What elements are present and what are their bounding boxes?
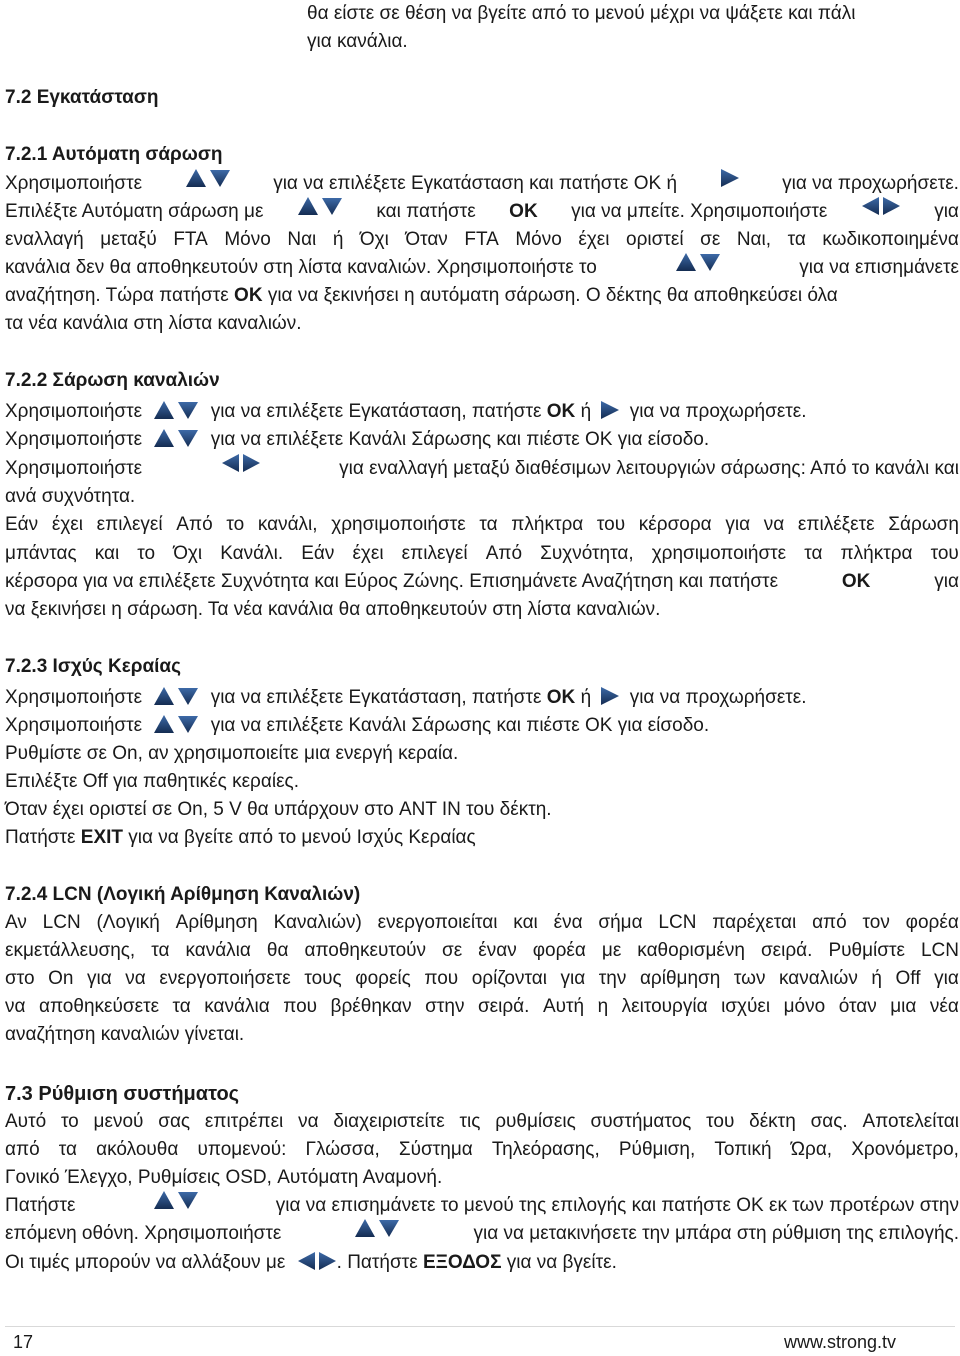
word: τους [304, 968, 342, 989]
paragraph-line [5, 511, 959, 539]
section-heading-7-2: 7.2 Εγκατάσταση [5, 87, 159, 108]
word: δέκτη [749, 1111, 796, 1132]
word: και [94, 543, 120, 564]
word: κανάλια [185, 940, 251, 961]
paragraph-line [5, 1136, 959, 1164]
word: ενεργοποιείται [377, 912, 498, 933]
paragraph-line [5, 540, 959, 568]
word: την [598, 968, 627, 989]
word: για [934, 968, 959, 989]
word: Χρονόμετρο, [851, 1139, 959, 1160]
word: διαχειριστείτε [333, 1111, 445, 1132]
word: μενού [93, 1111, 144, 1132]
left-right-arrows-icon [297, 1251, 337, 1271]
word: το [226, 514, 245, 535]
word: να [298, 1111, 319, 1132]
word: τα [151, 940, 170, 961]
word: τα [58, 1139, 78, 1160]
right-arrow-icon [600, 400, 620, 420]
word: Αποτελείται [862, 1111, 959, 1132]
word: σε [700, 229, 721, 250]
up-down-arrows-icon [153, 686, 199, 706]
word: που [424, 968, 459, 989]
word: ρυθμίσεις [495, 1111, 576, 1132]
word: και [513, 912, 538, 933]
word: σειρά. [760, 940, 813, 961]
word: Όχι [359, 229, 389, 250]
word: λειτουργία [621, 996, 708, 1017]
section-heading-7-2-2: 7.2.2 Σάρωση καναλιών [5, 370, 220, 391]
word: του [930, 543, 959, 564]
word: On [48, 968, 74, 989]
word: το [60, 1111, 79, 1132]
word: όταν [838, 996, 877, 1017]
up-down-arrows-icon [153, 400, 199, 420]
up-down-arrows-icon [153, 1190, 199, 1218]
word: LCN [42, 912, 81, 933]
section-heading-7-2-3: 7.2.3 Ισχύς Κεραίας [5, 656, 181, 677]
word: Ρύθμιση, [618, 1139, 696, 1160]
word: βρέθηκαν [330, 996, 412, 1017]
paragraph-line: για κανάλια. [307, 31, 408, 52]
paragraph-line: επόμενη οθόνη. Χρησιμοποιήστε για να μετακινήσετε την μπάρα στη ρύθμιση της επιλογής. [5, 1220, 959, 1248]
word: σειρά. [477, 996, 530, 1017]
word: υπομενού: [197, 1139, 287, 1160]
paragraph-line: Χρησιμοποιήστε για να επιλέξετε Εγκατάσταση, πατήστε OK ή για να προχωρήσετε. [5, 687, 807, 708]
word: σας [158, 1111, 191, 1132]
word: αρίθμηση [639, 968, 721, 989]
word: σας. [810, 1111, 848, 1132]
word: για [87, 968, 112, 989]
word: έχει [352, 543, 384, 564]
word: Ρυθμίστε [828, 940, 905, 961]
up-down-arrows-icon [354, 1218, 400, 1246]
word: ισχύει [721, 996, 771, 1017]
paragraph-line: κέρσορα για να επιλέξετε Συχνότητα και Εύρος Ζώνης. Επισημάνετε Αναζήτηση και πατήστε OK για [5, 571, 959, 592]
word: έχει [51, 514, 83, 535]
word: κέρσορα [638, 514, 712, 535]
word: τα [787, 229, 806, 250]
word: τα [172, 996, 191, 1017]
word: (Λογική [96, 912, 160, 933]
word: να [763, 514, 785, 535]
word: στο [5, 968, 35, 989]
word: FTA [173, 229, 208, 250]
paragraph-line: Χρησιμοποιήστε για εναλλαγή μεταξύ διαθέσιμων λειτουργιών σάρωσης: Από το κανάλι και [5, 455, 959, 483]
paragraph-line: Χρησιμοποιήστε για να επιλέξετε Κανάλι Σάρωσης και πιέστε OK για είσοδο. [5, 429, 710, 450]
word: καναλιών [779, 968, 858, 989]
word: Αυτό [5, 1111, 47, 1132]
word: κανάλι, [257, 514, 318, 535]
word: μεταξύ [100, 229, 157, 250]
word: ορίζονται [471, 968, 547, 989]
word: LCN [920, 940, 959, 961]
word: σε [442, 940, 463, 961]
word: Γλώσσα, [305, 1139, 380, 1160]
word: θα [266, 940, 289, 961]
word: συστήματος [590, 1111, 692, 1132]
word: Ναι, [736, 229, 772, 250]
word: από [5, 1139, 40, 1160]
paragraph-line: αναζήτηση. Τώρα πατήστε OK για να ξεκινήσει η αυτόματη σάρωση. Ο δέκτης θα αποθηκεύσει όλα [5, 285, 838, 306]
paragraph-line: κανάλια δεν θα αποθηκευτούν στη λίστα καναλιών. Χρησιμοποιήστε το για να επισημάνετε [5, 254, 959, 282]
paragraph-line: Όταν έχει οριστεί σε On, 5 V θα υπάρχουν στο ANT IN του δέκτη. [5, 799, 552, 820]
word: ή [332, 229, 344, 250]
word: κωδικοποιημένα [822, 229, 959, 250]
word: αποθηκευτούν [304, 940, 427, 961]
paragraph-line: Χρησιμοποιήστε για να επιλέξετε Εγκατάσταση, πατήστε OK ή για να προχωρήσετε. [5, 401, 807, 422]
word: εκμετάλλευσης, [5, 940, 136, 961]
word: Από [176, 514, 213, 535]
word: παρέχεται [712, 912, 797, 933]
word: ενεργοποιήσετε [159, 968, 291, 989]
word: για [725, 514, 751, 535]
word: ή [871, 968, 882, 989]
word: να [5, 996, 26, 1017]
paragraph-line [5, 993, 959, 1021]
word: που [283, 996, 318, 1017]
word: νέα [929, 996, 959, 1017]
paragraph-line: Χρησιμοποιήστε για να επιλέξετε Εγκατάσταση και πατήστε ΟΚ ή για να προχωρήσετε. [5, 170, 959, 198]
word: Αρίθμηση [175, 912, 258, 933]
word: αποθηκεύσετε [38, 996, 160, 1017]
paragraph-line: ανά συχνότητα. [5, 486, 136, 507]
section-heading-7-2-4: 7.2.4 LCN (Λογική Αρίθμηση Καναλιών) [5, 884, 361, 905]
word: πλήκτρα [840, 543, 913, 564]
word: FTA [464, 229, 499, 250]
word: μια [890, 996, 917, 1017]
word: από [812, 912, 847, 933]
paragraph-line: αναζήτηση καναλιών γίνεται. [5, 1024, 245, 1045]
word: Σάρωση [888, 514, 959, 535]
up-down-arrows-icon [297, 196, 343, 224]
word: να [125, 968, 146, 989]
word: LCN [658, 912, 697, 933]
word: Ναι [287, 229, 317, 250]
word: με [601, 940, 622, 961]
word: Από [485, 543, 523, 564]
word: Καναλιών) [273, 912, 362, 933]
up-down-arrows-icon [153, 428, 199, 448]
word: ένα [553, 912, 583, 933]
word: Όχι [173, 543, 203, 564]
word: επιλέξετε [797, 514, 875, 535]
word: εναλλαγή [5, 229, 84, 250]
paragraph-line: να ξεκινήσει η σάρωση. Τα νέα κανάλια θα αποθηκευτούν στη λίστα καναλιών. [5, 599, 661, 620]
word: Off [895, 968, 921, 989]
word: σήμα [598, 912, 643, 933]
word: τα [804, 543, 823, 564]
word: το [137, 543, 156, 564]
paragraph-line: Οι τιμές μπορούν να αλλάξουν με . Πατήστε ΕΞΟΔΟΣ για να βγείτε. [5, 1252, 617, 1273]
paragraph-line: Ρυθμίστε σε On, αν χρησιμοποιείτε μια ενεργή κεραία. [5, 743, 459, 764]
paragraph-line: Γονικό Έλεγχο, Ρυθμίσεις OSD, Αυτόματη Αναμονή. [5, 1167, 443, 1188]
word: επιλεγεί [96, 514, 163, 535]
word: του [596, 514, 626, 535]
word: Όταν [405, 229, 448, 250]
paragraph-line [5, 226, 959, 254]
word: καθορισμένη [637, 940, 745, 961]
word: Αυτή [542, 996, 585, 1017]
right-arrow-icon [600, 686, 620, 706]
footer-url: www.strong.tv [783, 1332, 896, 1352]
word: τα [479, 514, 498, 535]
paragraph-line: Πατήστε για να επισημάνετε το μενού της επιλογής και πατήστε ΟΚ εκ των προτέρων στην [5, 1192, 959, 1220]
word: Μόνο [515, 229, 562, 250]
paragraph-line [5, 1108, 959, 1136]
word: η [597, 996, 609, 1017]
paragraph-line: Χρησιμοποιήστε για να επιλέξετε Κανάλι Σάρωσης και πιέστε OK για είσοδο. [5, 715, 710, 736]
word: έχει [578, 229, 610, 250]
paragraph-line: τα νέα κανάλια στη λίστα καναλιών. [5, 313, 302, 334]
word: Σύστημα [398, 1139, 473, 1160]
word: πλήκτρα [511, 514, 584, 535]
paragraph-line [5, 965, 959, 993]
paragraph-line: Επιλέξτε Αυτόματη σάρωση με και πατήστε OK για να μπείτε. Χρησιμοποιήστε για [5, 198, 959, 226]
right-arrow-icon [720, 168, 740, 196]
word: φορείς [355, 968, 411, 989]
paragraph-line: θα είστε σε θέση να βγείτε από το μενού μέχρι να ψάξετε και πάλι [307, 3, 856, 24]
word: χρησιμοποιήστε [651, 543, 787, 564]
word: φορέα [532, 940, 586, 961]
word: του [706, 1111, 735, 1132]
up-down-arrows-icon [153, 714, 199, 734]
up-down-arrows-icon [185, 168, 231, 196]
word: φορέα [905, 912, 959, 933]
word: χρησιμοποιήστε [331, 514, 466, 535]
word: μόνο [783, 996, 826, 1017]
section-heading-7-2-1: 7.2.1 Αυτόματη σάρωση [5, 144, 223, 165]
left-right-arrows-icon [861, 196, 901, 224]
word: Κανάλι. [220, 543, 284, 564]
word: τον [862, 912, 890, 933]
page-number: 17 [13, 1332, 34, 1352]
word: επιτρέπει [204, 1111, 284, 1132]
paragraph-line [5, 937, 959, 965]
word: μπάντας [5, 543, 77, 564]
word: κανάλια [204, 996, 270, 1017]
word: ακόλουθα [96, 1139, 179, 1160]
word: Ώρα, [790, 1139, 833, 1160]
word: έναν [478, 940, 517, 961]
word: Συχνότητα, [540, 543, 634, 564]
word: για [560, 968, 586, 989]
word: Εάν [301, 543, 335, 564]
word: Τοπική [714, 1139, 772, 1160]
up-down-arrows-icon [675, 252, 721, 280]
section-heading-7-3: 7.3 Ρύθμιση συστήματος [5, 1083, 240, 1105]
paragraph-line: Επιλέξτε Off για παθητικές κεραίες. [5, 771, 299, 792]
word: Μόνο [224, 229, 271, 250]
word: στην [425, 996, 465, 1017]
footer-divider [5, 1326, 955, 1327]
word: Αν [5, 912, 27, 933]
word: Τηλεόρασης, [491, 1139, 600, 1160]
left-right-arrows-icon [221, 453, 261, 481]
word: επιλεγεί [401, 543, 468, 564]
paragraph-line: Πατήστε EXIT για να βγείτε από το μενού Ισχύς Κεραίας [5, 827, 476, 848]
paragraph-line [5, 909, 959, 937]
word: Εάν [5, 514, 39, 535]
word: οριστεί [626, 229, 684, 250]
word: τις [459, 1111, 481, 1132]
word: των [733, 968, 766, 989]
